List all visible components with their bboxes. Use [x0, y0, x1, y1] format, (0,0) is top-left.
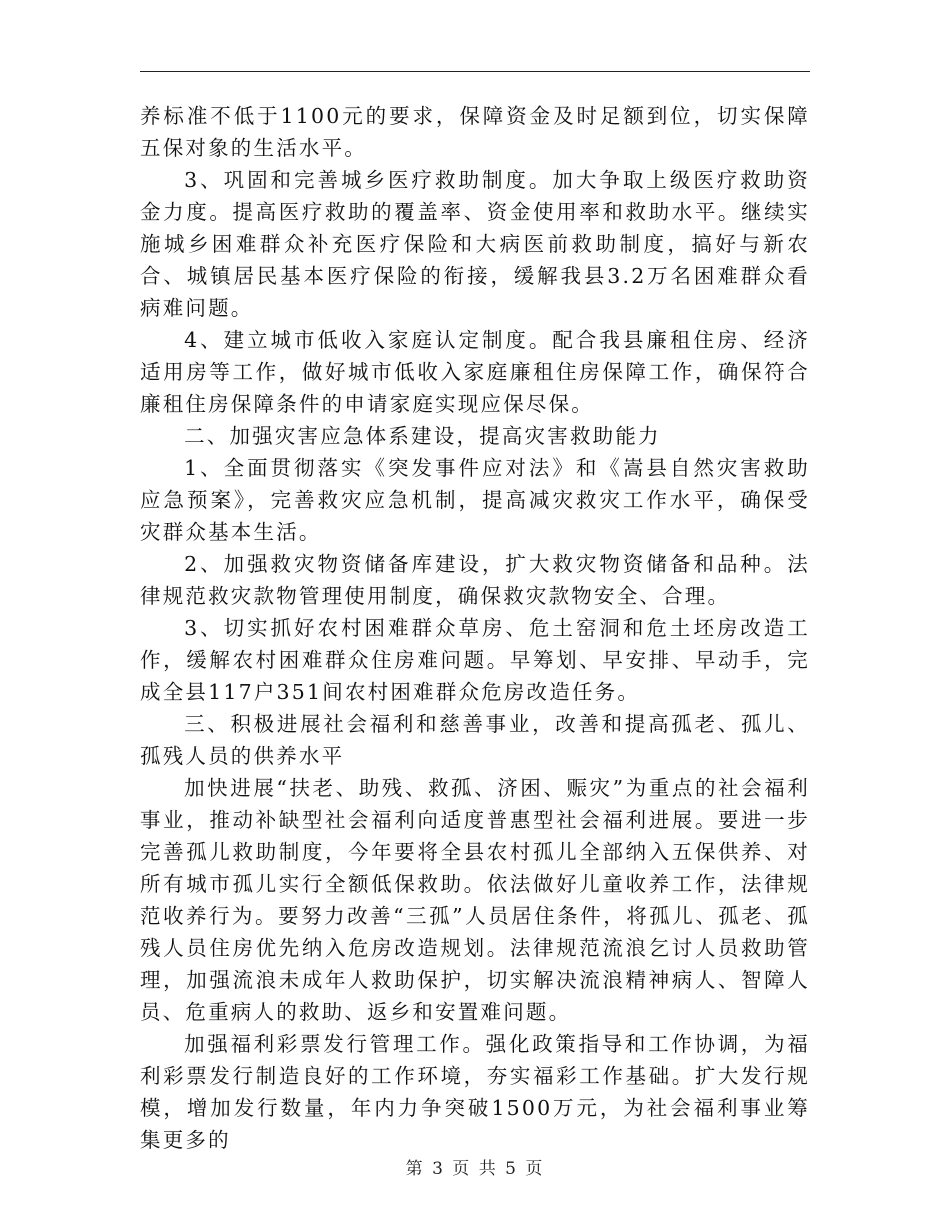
paragraph-continuation: 养标准不低于1100元的要求，保障资金及时足额到位，切实保障五保对象的生活水平。: [140, 104, 810, 160]
paragraph-low-income-housing: 4、建立城市低收入家庭认定制度。配合我县廉租住房、经济适用房等工作，做好城市低收入家庭廉租住房保障工作，确保符合廉租住房保障条件的申请家庭实现应保尽保。: [140, 328, 810, 416]
paragraph-welfare-lottery: 加强福利彩票发行管理工作。强化政策指导和工作协调，为福利彩票发行制造良好的工作环境，夯实福彩工作基础。扩大发行规模，增加发行数量，年内力争突破1500万元，为社会福利事业筹集更多的: [140, 1032, 810, 1152]
paragraph-housing-renovation: 3、切实抓好农村困难群众草房、危土窑洞和危土坯房改造工作，缓解农村困难群众住房难问题。早筹划、早安排、早动手，完成全县117户351间农村困难群众危房改造任务。: [140, 616, 810, 704]
paragraph-emergency-law: 1、全面贯彻落实《突发事件应对法》和《嵩县自然灾害救助应急预案》，完善救灾应急机制，提高减灾救灾工作水平，确保受灾群众基本生活。: [140, 456, 810, 544]
section-heading-social-welfare: 三、积极进展社会福利和慈善事业，改善和提高孤老、孤儿、孤残人员的供养水平: [140, 712, 810, 768]
document-body: [140, 100, 810, 1156]
paragraph-medical-aid: 3、巩固和完善城乡医疗救助制度。加大争取上级医疗救助资金力度。提高医疗救助的覆盖率、资金使用率和救助水平。继续实施城乡困难群众补充医疗保险和大病医前救助制度，搞好与新农合、城镇居民基本医疗保险的衔接，缓解我县3.2万名困难群众看病难问题。: [140, 168, 810, 320]
page-number-footer: 第 3 页 共 5 页: [405, 1159, 545, 1179]
paragraph-relief-supplies: 2、加强救灾物资储备库建设，扩大救灾物资储备和品种。法律规范救灾款物管理使用制度，确保救灾款物安全、合理。: [140, 552, 810, 608]
section-heading-disaster-relief: 二、加强灾害应急体系建设，提高灾害救助能力: [184, 424, 661, 448]
header-rule: [140, 71, 810, 72]
paragraph-welfare-development: 加快进展“扶老、助残、救孤、济困、赈灾”为重点的社会福利事业，推动补缺型社会福利向适度普惠型社会福利进展。要进一步完善孤儿救助制度，今年要将全县农村孤儿全部纳入五保供养、对所有城市孤儿实行全额低保救助。依法做好儿童收养工作，法律规范收养行为。要努力改善“三孤”人员居住条件，将孤儿、孤老、孤残人员住房优先纳入危房改造规划。法律规范流浪乞讨人员救助管理，加强流浪未成年人救助保护，切实解决流浪精神病人、智障人员、危重病人的救助、返乡和安置难问题。: [140, 776, 810, 1024]
